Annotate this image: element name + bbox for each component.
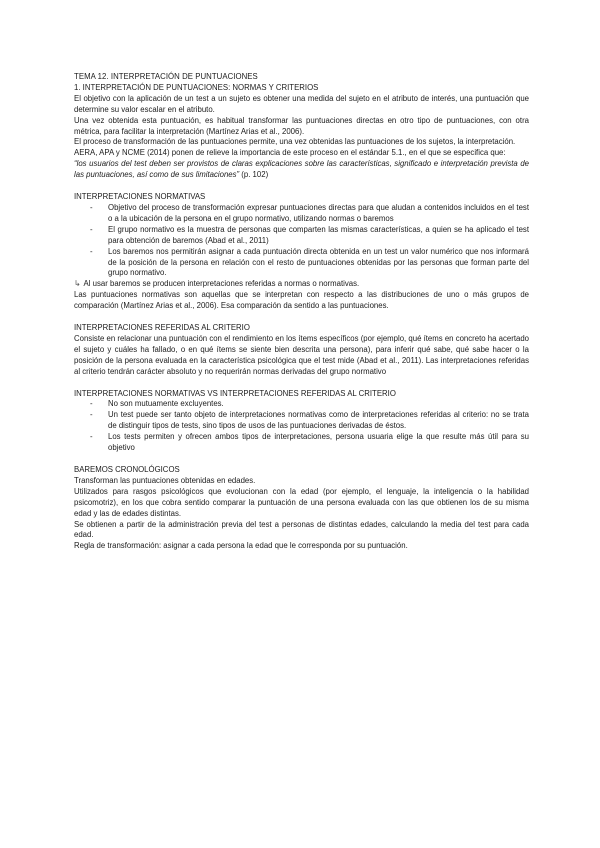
heading-interpretaciones-normativas: INTERPRETACIONES NORMATIVAS [74,192,206,202]
list-item: - Un test puede ser tanto objeto de interpretaciones normativas como de interpretaciones referidas al criterio: no se trata de distinguir tipos de tests, sino tipos de usos de las puntuaciones derivadas de éstos. [74,410,529,432]
paragraph-transforman: Transforman las puntuaciones obtenidas en edades. [74,475,256,485]
list-item: - Los baremos nos permitirán asignar a cada puntuación directa obtenida en un test un valor numérico que nos informará de la posición de la persona en relación con el resto de puntuaciones obtenidas por las personas que forman parte del grupo normativo. [74,247,529,280]
heading-referidas-criterio: INTERPRETACIONES REFERIDAS AL CRITERIO [74,323,250,333]
paragraph-puntuaciones-normativas: Las puntuaciones normativas son aquellas que se interpretan con respecto a las distribuciones de uno o más grupos de comparación (Martínez Arias et al., 2006). Esa comparación da sentido a las puntuaciones. [74,290,529,311]
list-item: - No son mutuamente excluyentes. [74,399,529,410]
paragraph-transformacion: Una vez obtenida esta puntuación, es habitual transformar las puntuaciones directas en otro tipo de puntuaciones, con otra métrica, para facilitar la interpretación (Martínez Arias et al., 2006). [74,115,529,136]
quote-reference: (p. 102) [239,170,269,180]
list-item: - Los tests permiten y ofrecen ambos tipos de interpretaciones, persona usuaria elige la que resulte más útil para su objetivo [74,432,529,454]
list-item: - Objetivo del proceso de transformación expresar puntuaciones directas para que aludan a contenidos incluidos en el test o a la ubicación de la persona en el grupo normativo, utilizando normas o baremos [74,203,529,225]
heading-baremos-cronologicos: BAREMOS CRONOLÓGICOS [74,465,180,474]
normativas-list [74,203,529,279]
list-item: - El grupo normativo es la muestra de personas que comparten las mismas características, a quien se ha aplicado el test para obtención de baremos (Abad et al., 2011) [74,225,529,247]
heading-normativas-vs-criterio: INTERPRETACIONES NORMATIVAS VS INTERPRETACIONES REFERIDAS AL CRITERIO [74,388,396,398]
paragraph-regla: Regla de transformación: asignar a cada persona la edad que le corresponda por su puntuación. [74,541,408,551]
paragraph-utilizados: Utilizados para rasgos psicológicos que evolucionan con la edad (por ejemplo, el lenguaje, la inteligencia o la habilidad psicomotriz), en los que cobra sentido comparar la puntuación de una persona evaluada con las que obtienen los de su misma edad y las de edades distintas. [74,486,529,518]
paragraph-objetivo: El objetivo con la aplicación de un test a un sujeto es obtener una medida del sujeto en el atributo de interés, una puntuación que determine su valor escalar en el atributo. [74,93,529,114]
note-line [74,279,529,290]
paragraph-proceso: El proceso de transformación de las puntuaciones permite, una vez obtenidas las puntuaciones de los sujetos, la interpretación. [74,137,516,147]
paragraph-obtienen: Se obtienen a partir de la administración previa del test a personas de distintas edades, calculando la media del test para cada edad. [74,519,529,540]
quote-paragraph [74,159,529,181]
vs-list [74,399,529,454]
note-text: Al usar baremos se producen interpretaciones referidas a normas o normativas. [83,279,360,289]
document-title: TEMA 12. INTERPRETACIÓN DE PUNTUACIONES [74,72,258,81]
quote-text: “los usuarios del test deben ser provistos de claras explicaciones sobre las características, significado e interpretación prevista de las puntuaciones, así como de sus limitaciones” [74,159,529,180]
document-page [74,72,529,552]
section-heading-normas-criterios: 1. INTERPRETACIÓN DE PUNTUACIONES: NORMAS Y CRITERIOS [74,82,319,92]
arrow-icon: ↳ [74,279,81,289]
paragraph-aera: AERA, APA y NCME (2014) ponen de relieve la importancia de este proceso en el estándar 5.1., en el que se especifica que: [74,148,506,158]
paragraph-criterio: Consiste en relacionar una puntuación con el rendimiento en los ítems específicos (por ejemplo, qué ítems en concreto ha acertado el sujeto y cuáles ha fallado, o en qué ítems se siente bien descrita una persona), para inferir qué sabe, qué sabe hacer o la posición de la persona evaluada en la característica psicológica que el test mide (Abad et al., 2011). Las interpretaciones referidas al criterio tendrán carácter absoluto y no requerirán normas derivadas del grupo normativo [74,333,529,376]
